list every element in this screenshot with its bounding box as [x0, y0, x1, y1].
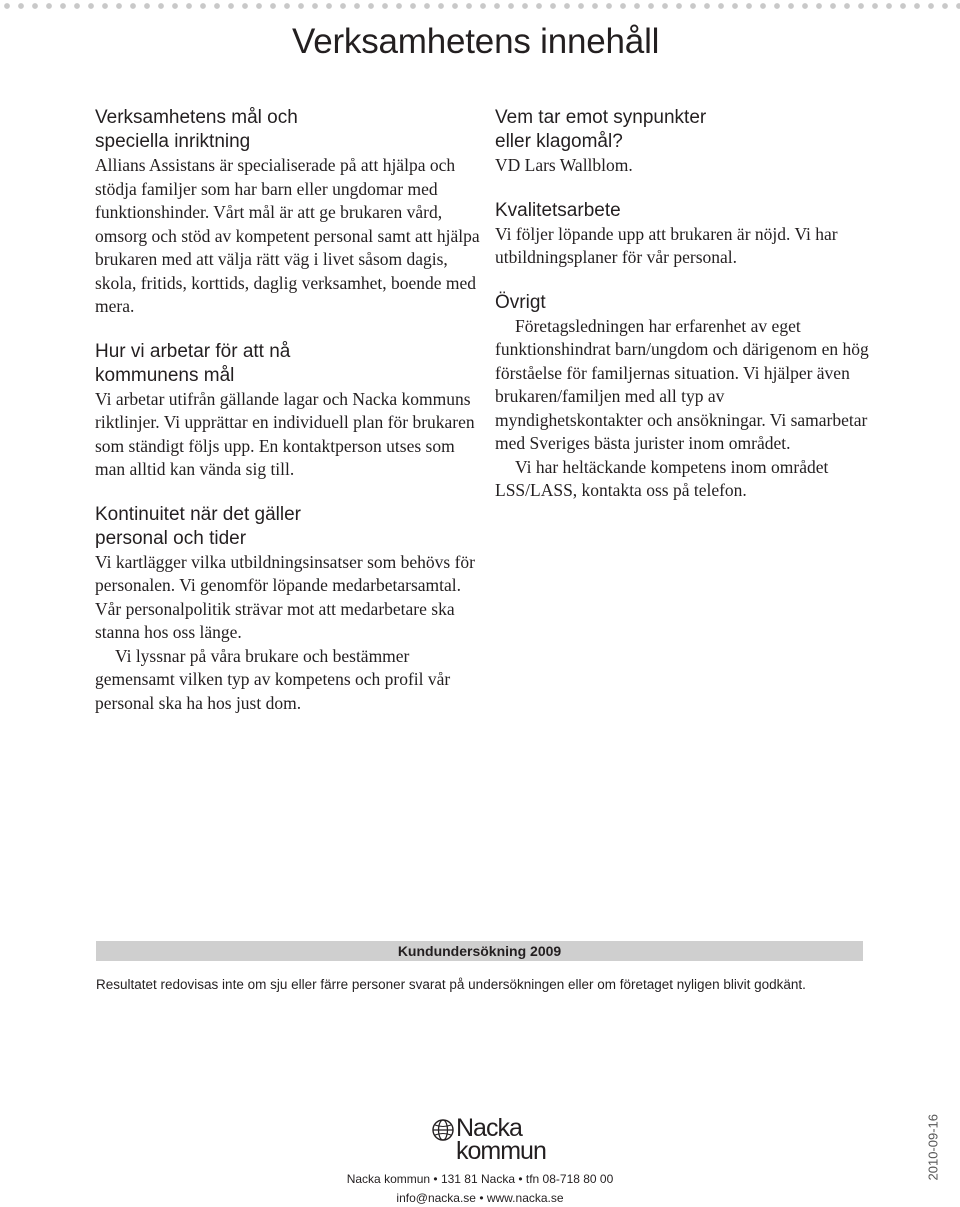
dotted-border: [0, 0, 960, 12]
footer-address: Nacka kommun • 131 81 Nacka • tfn 08-718 80 00: [346, 1172, 614, 1186]
survey-title-bar: Kundundersökning 2009: [96, 941, 863, 961]
heading-line: Verksamhetens mål och: [95, 107, 298, 128]
section-heading: Kvalitetsarbete: [495, 199, 621, 221]
left-column: [95, 106, 480, 736]
right-column: [495, 106, 870, 524]
heading-line: Vem tar emot synpunkter: [495, 107, 707, 128]
logo-wordmark: [456, 1114, 546, 1165]
section-method: [95, 340, 480, 482]
heading-line: personal och tider: [95, 527, 247, 549]
heading-line: eller klagomål?: [495, 131, 623, 152]
section-heading: [95, 503, 480, 551]
section-heading: [95, 106, 480, 154]
section-complaints: [495, 106, 870, 178]
section-quality: [495, 199, 870, 270]
footer-contact: info@nacka.se • www.nacka.se: [396, 1191, 564, 1205]
logo-line: Nacka: [456, 1114, 522, 1142]
section-paragraph: Vi lyssnar på våra brukare och bestämmer gemensamt vilken typ av kompetens och profil vår personal ska ha hos just dom.: [95, 645, 451, 713]
survey-text: Resultatet redovisas inte om sju eller färre personer svarat på undersökningen eller om företaget nyligen blivit godkänt.: [96, 977, 806, 992]
section-paragraph: Vi kartlägger vilka utbildningsinsatser som behövs för personalen. Vi genomför löpande medarbetarsamtal. Vår personalpolitik strävar mot att medarbetare ska stanna hos oss länge.: [95, 551, 475, 642]
nacka-globe-logo-icon: [432, 1119, 454, 1141]
nacka-logo: [432, 1114, 546, 1167]
section-paragraph: Vi följer löpande upp att brukaren är nöjd. Vi har utbildningsplaner för vår personal.: [495, 223, 838, 267]
section-heading: Övrigt: [495, 291, 546, 313]
heading-line: Hur vi arbetar för att nå: [95, 340, 291, 362]
section-heading: [495, 106, 870, 154]
heading-line: Kontinuitet när det gäller: [95, 503, 301, 525]
section-paragraph: Företagsledningen har erfarenhet av eget funktionshindrat barn/ungdom och därigenom en hög förståelse för familjernas situation. Vi hjälper även brukaren/familjen med all typ av myndighetskontakter och ansökningar. Vi samarbetar med Sveriges bästa jurister inom området.: [495, 315, 869, 453]
section-paragraph: Vi har heltäckande kompetens inom området LSS/LASS, kontakta oss på telefon.: [495, 456, 829, 500]
date-stamp: 2010-09-16: [925, 1114, 941, 1181]
section-goals: [95, 106, 480, 319]
heading-line: speciella inriktning: [95, 131, 251, 152]
section-continuity: [95, 503, 480, 716]
section-paragraph: Allians Assistans är specialiserade på att hjälpa och stödja familjer som har barn eller ungdomar med funktionshinder. Vårt mål är att ge brukaren vård, omsorg och stöd av kompetent personal samt att hjälpa brukaren med att välja rätt väg i livet såsom dagis, skola, fritids, korttids, daglig verksamhet, boende med mera.: [95, 155, 480, 316]
section-heading: [95, 340, 480, 388]
section-paragraph: VD Lars Wallblom.: [495, 155, 633, 175]
section-other: [495, 291, 870, 503]
logo-line: kommun: [456, 1137, 546, 1165]
page-title: Verksamhetens innehåll: [292, 22, 660, 61]
heading-line: kommunens mål: [95, 364, 235, 386]
section-paragraph: Vi arbetar utifrån gällande lagar och Nacka kommuns riktlinjer. Vi upprättar en individuell plan för brukaren som ständigt följs upp. En kontaktperson utses som man alltid kan vända sig till.: [95, 388, 475, 479]
